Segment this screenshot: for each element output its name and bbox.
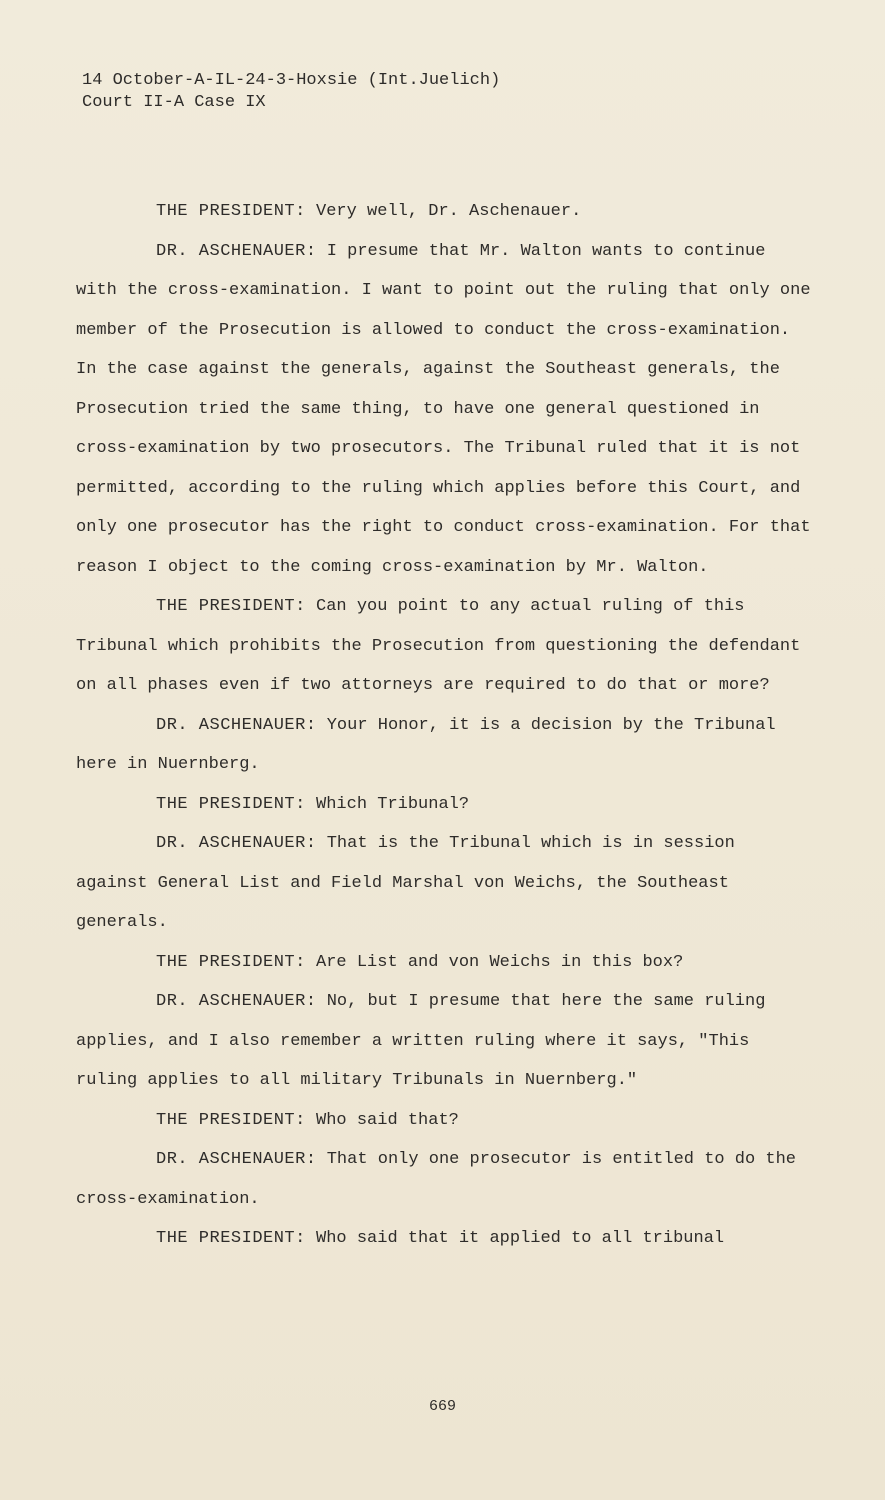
- paragraph-text: That is the Tribunal which is in session against General List and Field Marshal von Weichs, the Southeast generals.: [76, 834, 735, 932]
- speaker-label: THE PRESIDENT:: [156, 1110, 306, 1130]
- paragraph-text: I presume that Mr. Walton wants to continue with the cross-examination. I want to point out the ruling that only one member of the Prosecution is allowed to conduct the cross-examination. In the case against the generals, against the Southeast generals, the Prosecution tried the same thing, to have one general questioned in cross-examination by two prosecutors. The Tribunal ruled that it is not permitted, according to the ruling which applies before this Court, and only one prosecutor has the right to conduct cross-examination. For that reason I object to the coming cross-examination by Mr. Walton.: [76, 241, 811, 577]
- paragraph-text: Very well, Dr. Aschenauer.: [305, 202, 582, 221]
- speaker-label: DR. ASCHENAUER:: [156, 834, 317, 853]
- speaker-label: THE PRESIDENT:: [156, 202, 306, 221]
- paragraph: [76, 587, 816, 706]
- speaker-label: DR. ASCHENAUER:: [156, 1150, 317, 1169]
- speaker-label: DR. ASCHENAUER:: [156, 992, 317, 1011]
- paragraph-text: Are List and von Weichs in this box?: [305, 952, 684, 972]
- transcript-body: [76, 192, 816, 1259]
- paragraph: [76, 232, 816, 588]
- paragraph-text: Can you point to any actual ruling of this Tribunal which prohibits the Prosecution from questioning the defendant on all phases even if two attorneys are required to do that or more?: [76, 597, 801, 695]
- header-line-2: Court II-A Case IX: [82, 93, 266, 112]
- paragraph: [76, 982, 816, 1101]
- paragraph-text: Who said that it applied to all tribunal: [305, 1229, 725, 1248]
- paragraph: [76, 1101, 816, 1141]
- paragraph-text: No, but I presume that here the same ruling applies, and I also remember a written ruling where it says, "This ruling applies to all military Tribunals in Nuernberg.": [76, 992, 766, 1090]
- speaker-label: THE PRESIDENT:: [156, 952, 306, 972]
- paragraph-text: Your Honor, it is a decision by the Tribunal here in Nuernberg.: [76, 715, 776, 774]
- page-number: 669: [428, 1398, 456, 1415]
- speaker-label: DR. ASCHENAUER:: [156, 715, 317, 735]
- paragraph: [76, 785, 816, 825]
- paragraph: [76, 192, 816, 232]
- speaker-label: THE PRESIDENT:: [156, 597, 306, 616]
- paragraph-text: Who said that?: [305, 1110, 459, 1130]
- page-header: [82, 70, 500, 114]
- paragraph: [76, 1219, 816, 1259]
- speaker-label: THE PRESIDENT:: [156, 794, 306, 814]
- paragraph: [76, 1140, 816, 1219]
- header-line-1: 14 October-A-IL-24-3-Hoxsie (Int.Juelich): [82, 71, 501, 90]
- speaker-label: DR. ASCHENAUER:: [156, 241, 317, 261]
- paragraph: [76, 943, 816, 983]
- paragraph: [76, 706, 816, 785]
- speaker-label: THE PRESIDENT:: [156, 1229, 306, 1248]
- paragraph-text: That only one prosecutor is entitled to do the cross-examination.: [76, 1150, 797, 1209]
- paragraph: [76, 824, 816, 943]
- paragraph-text: Which Tribunal?: [305, 794, 470, 814]
